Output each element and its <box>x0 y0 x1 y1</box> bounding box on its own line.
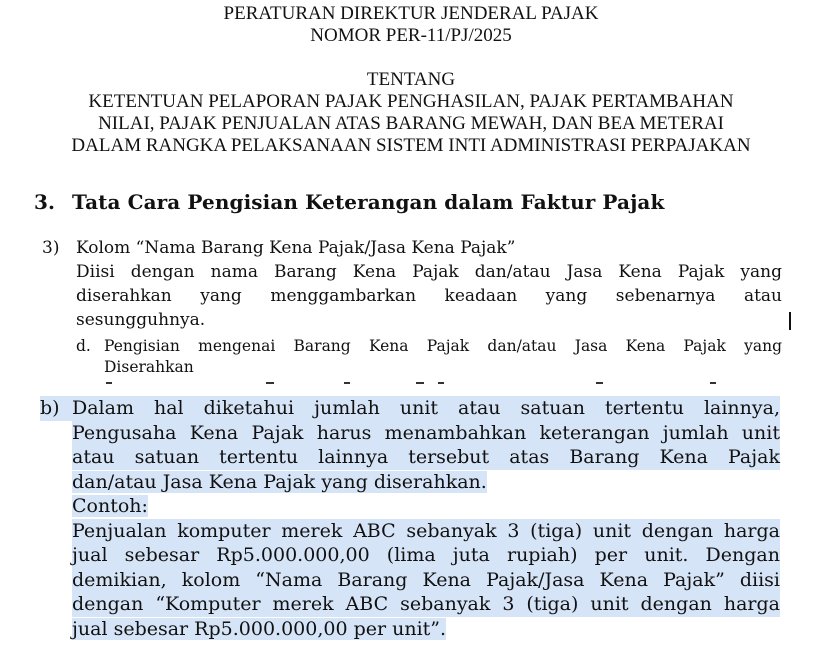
section-number: 3. <box>34 190 56 214</box>
item-line: Diisi dengan nama Barang Kena Pajak dan/atau Jasa Kena Pajak yang <box>76 262 782 282</box>
selected-line[interactable]: Penjualan komputer merek ABC sebanyak 3 (tiga) unit dengan harga <box>72 519 780 542</box>
selected-line[interactable]: demikian, kolom “Nama Barang Kena Pajak/Jasa Kena Pajak” diisi <box>72 568 780 591</box>
list-marker: b) <box>40 396 74 421</box>
item-line: sesungguhnya. <box>76 310 206 330</box>
item-line: diserahkan yang menggambarkan keadaan yang sebenarnya atau <box>76 286 782 306</box>
section-title: Tata Cara Pengisian Keterangan dalam Faktur Pajak <box>72 190 665 214</box>
item-line: Diserahkan <box>104 358 194 376</box>
regulation-title: PERATURAN DIREKTUR JENDERAL PAJAK <box>223 3 599 24</box>
text-cursor <box>789 312 791 330</box>
example-label[interactable]: Contoh: <box>72 495 148 517</box>
item-line: Pengisian mengenai Barang Kena Pajak dan/atau Jasa Kena Pajak yang <box>104 337 782 355</box>
subject-line: KETENTUAN PELAPORAN PAJAK PENGHASILAN, PAJAK PERTAMBAHAN <box>88 91 734 112</box>
selected-line[interactable]: atau satuan tertentu lainnya tersebut atas Barang Kena Pajak <box>72 446 780 468</box>
regulation-number: NOMOR PER-11/PJ/2025 <box>310 25 512 46</box>
selected-line[interactable]: jual sebesar Rp5.000.000,00 (lima juta rupiah) per unit. Dengan <box>72 544 780 566</box>
section-heading <box>34 190 664 214</box>
subject-line: DALAM RANGKA PELAKSANAAN SISTEM INTI ADMINISTRASI PERPAJAKAN <box>71 135 751 156</box>
selected-line[interactable]: dengan “Komputer merek ABC sebanyak 3 (tiga) unit dengan harga <box>72 593 780 615</box>
selected-line[interactable]: dan/atau Jasa Kena Pajak yang diserahkan. <box>72 470 487 493</box>
selected-line[interactable]: Dalam hal diketahui jumlah unit atau satuan tertentu lainnya, <box>72 397 780 419</box>
selected-line[interactable]: Pengusaha Kena Pajak harus menambahkan keterangan jumlah unit <box>72 421 780 444</box>
cropped-text-line <box>76 382 782 386</box>
about-label: TENTANG <box>366 69 456 90</box>
list-marker: 3) <box>42 238 60 258</box>
item-heading: Kolom “Nama Barang Kena Pajak/Jasa Kena Pajak” <box>76 238 516 258</box>
subject-line: NILAI, PAJAK PENJUALAN ATAS BARANG MEWAH, DAN BEA METERAI <box>98 113 724 134</box>
list-marker: d. <box>76 337 91 355</box>
regulation-subject <box>0 91 822 157</box>
selected-line[interactable]: jual sebesar Rp5.000.000,00 per unit”. <box>72 617 447 640</box>
